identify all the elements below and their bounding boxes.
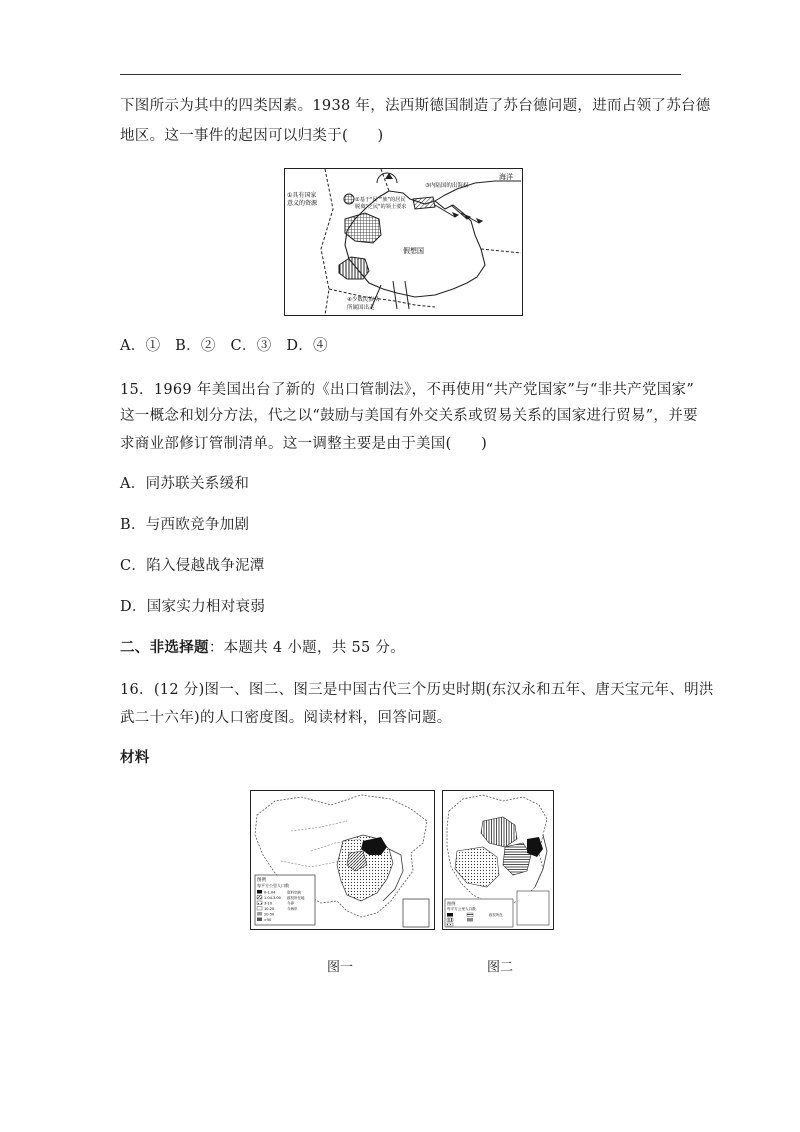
legend2-title: 图例 (447, 901, 456, 906)
label-factor-3: ③内陆国的出海权 (425, 183, 469, 189)
sea-access-arrows (435, 205, 482, 223)
legend1-range-1: 0-1.04 (264, 890, 276, 895)
q14-stem-line2: 地区。这一事件的起因可以归类于( ) (120, 128, 384, 144)
legend1-range-2: 1.04-3.00 (264, 896, 281, 900)
region-1-resources (345, 213, 381, 243)
q15-option-c: C．陷入侵越战争泥潭 (120, 558, 265, 574)
q15-option-b: B．与西欧竞争加剧 (120, 517, 250, 533)
south-sparse (455, 847, 499, 887)
label-hypothetical-country: 假想国 (403, 247, 424, 255)
section-2-title: 二、非选择题 (120, 639, 209, 656)
q15-stem-line3: 求商业部修订管制清单。这一调整主要是由于美国( ) (120, 436, 488, 452)
q14-hypothetical-country-map (284, 168, 523, 316)
figure-1-caption: 图一 (327, 960, 354, 975)
q16-material-label: 材料 (120, 749, 150, 766)
legend1-key-2: 政权所在地 (287, 896, 305, 900)
neighbour-border-bottom (329, 289, 435, 307)
q15-option-a: A．同苏联关系缓和 (120, 476, 250, 492)
neighbour-border-top (381, 169, 389, 191)
label-factor-4b: 所属国出走 (347, 305, 375, 311)
q15-option-d: D．国家实力相对衰弱 (120, 599, 266, 615)
legend1-range-3: 3-10 (264, 901, 272, 906)
region-2-territory (413, 197, 435, 209)
central-dense (503, 843, 531, 875)
section-2-heading (120, 638, 405, 658)
label-factor-2a: ②基于"民""族"的居民 (355, 197, 406, 203)
legend1-range-4: 10-20 (264, 907, 275, 911)
legend1-key-1: 资料空缺 (287, 890, 301, 895)
north-dense (481, 817, 517, 847)
resource-dot (344, 194, 354, 204)
legend1-range-6: >50 (264, 918, 272, 922)
neighbour-border-left (321, 169, 333, 315)
q14-map-svg (285, 169, 522, 315)
q16-stem-line2: 武二十六年)的人口密度图。阅读材料，回答问题。 (120, 710, 452, 726)
q15-stem-line2: 这一概念和划分方法，代之以“鼓励与美国有外交关系或贸易关系的国家进行贸易”，并要 (120, 408, 698, 424)
label-factor-1a: ①具有国家 (287, 192, 317, 199)
region-4-minority (339, 257, 369, 279)
q14-stem-line1: 下图所示为其中的四类因素。1938 年，法西斯德国制造了苏台德问题，进而占领了苏台德 (120, 98, 711, 114)
label-factor-4a: ④少数民族从 (347, 297, 380, 303)
q15-stem-line1: 15．1969 年美国出台了新的《出口管制法》，不再使用“共产党国家”与“非共产党国家” (120, 382, 695, 398)
neighbour-border-right (481, 249, 521, 253)
label-factor-2b: 脱离"之民"的领土要求 (355, 204, 407, 210)
figure-1-svg (251, 791, 434, 929)
label-ocean: 海洋 (499, 173, 513, 181)
figure-2-svg (443, 791, 553, 929)
south-sea-inset (403, 899, 429, 927)
legend1-key-3: 今界 (287, 901, 294, 906)
legend1-title: 图例 (257, 878, 266, 883)
legend2-subtitle: 每平方公里人口数 (447, 907, 476, 911)
figure-1-population-map (250, 790, 435, 930)
figure-2-population-map (442, 790, 554, 930)
migration-arrows (371, 281, 409, 309)
legend1-key-4: 今海岸 (287, 907, 298, 911)
q14-options: A．① B．② C．③ D．④ (120, 338, 328, 354)
section-2-info: ：本题共 4 小题，共 55 分。 (208, 640, 406, 656)
legend1-range-5: 20-50 (264, 912, 275, 917)
figure-2-caption: 图二 (487, 960, 514, 975)
legend1-subtitle: 每平方公里人口数 (257, 883, 289, 888)
header-rule (120, 74, 681, 75)
q16-stem-line1: 16．(12 分)图一、图二、图三是中国古代三个历史时期(东汉永和五年、唐天宝元年、明洪 (120, 682, 714, 698)
legend2-key-1: 政权所在 (489, 913, 503, 917)
label-factor-1b: 意义的资源 (287, 200, 318, 207)
